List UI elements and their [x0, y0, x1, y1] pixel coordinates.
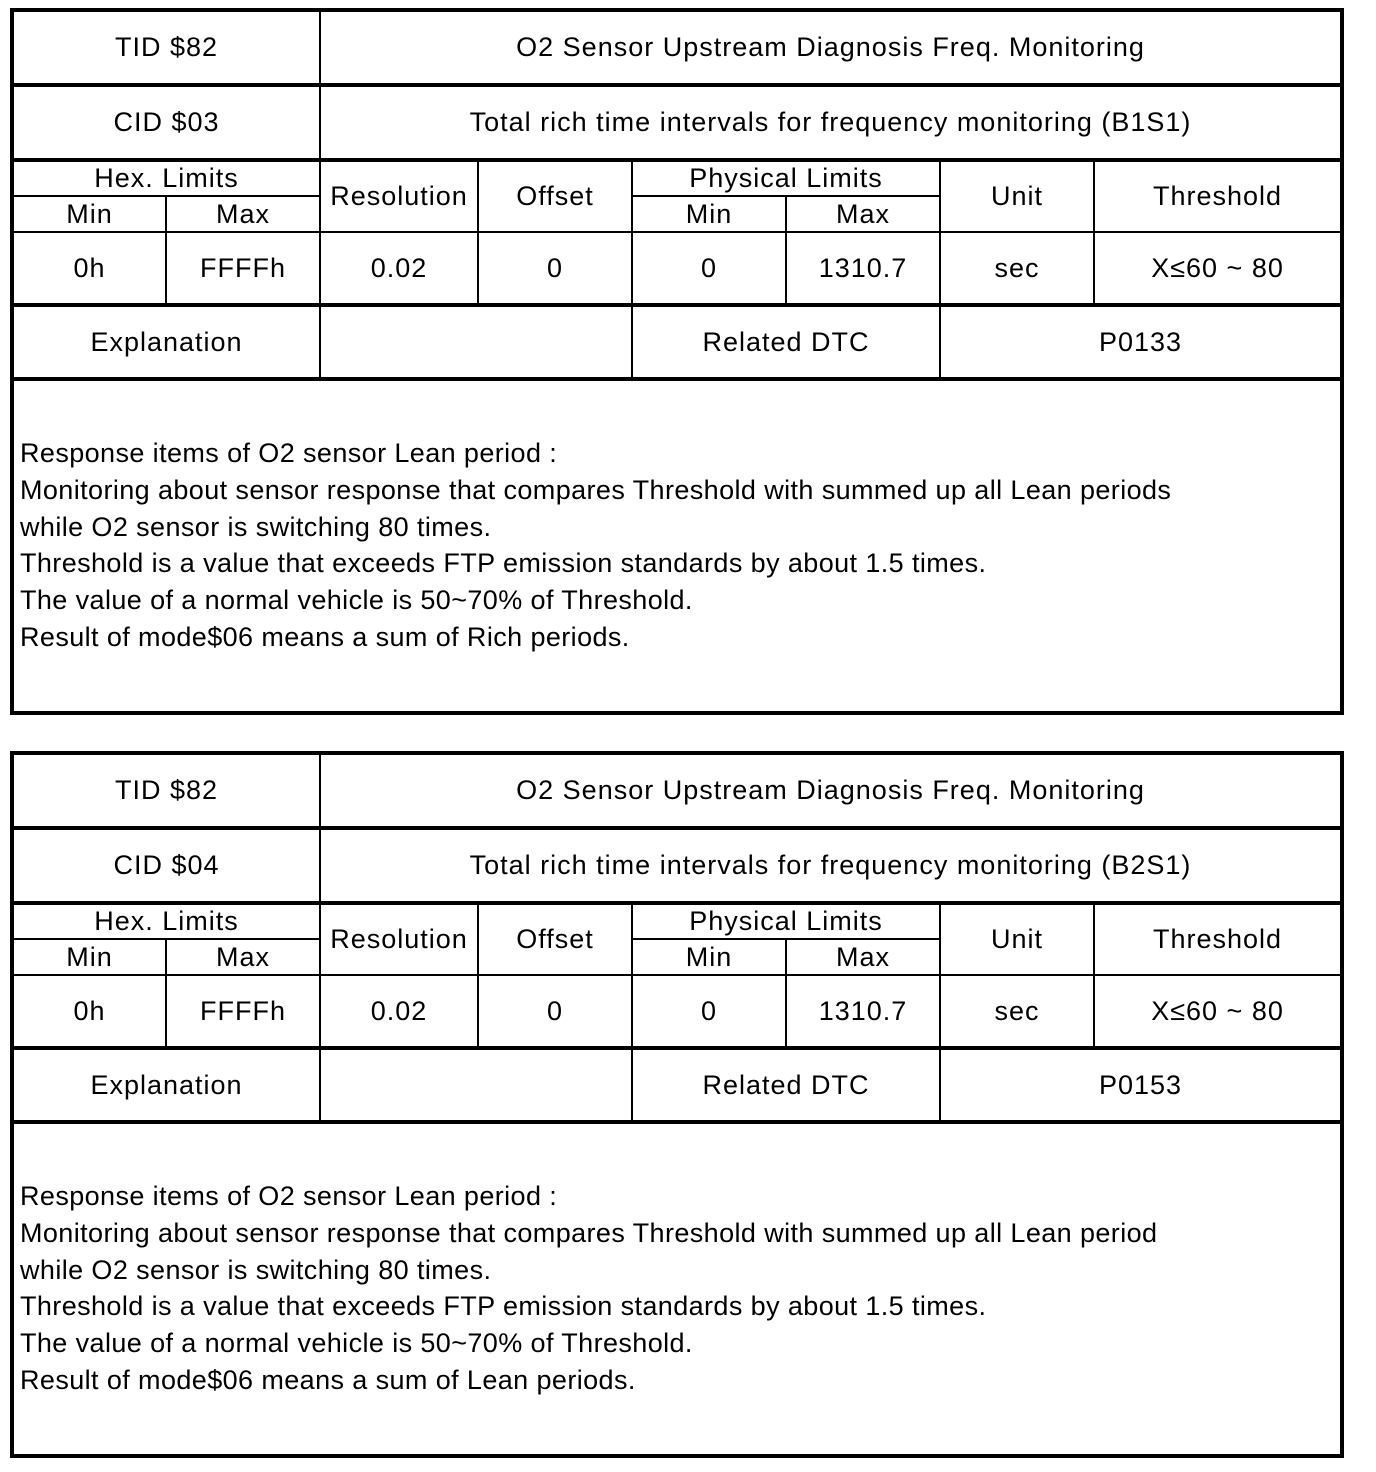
offset-value: 0 [478, 975, 632, 1048]
phys-max-header: Max [786, 939, 940, 975]
resolution-value: 0.02 [320, 975, 478, 1048]
description-block [14, 379, 1340, 703]
description-line: Threshold is a value that exceeds FTP emission standards by about 1.5 times. [20, 1291, 987, 1322]
phys-min-value: 0 [632, 975, 786, 1048]
description-line: The value of a normal vehicle is 50~70% of Threshold. [20, 585, 693, 616]
hex-min-value: 0h [14, 975, 166, 1048]
hex-max-value: FFFFh [166, 975, 320, 1048]
description-line: Response items of O2 sensor Lean period : [20, 1181, 558, 1211]
spec-table-cid-04 [10, 751, 1344, 1458]
tid-description: O2 Sensor Upstream Diagnosis Freq. Monitoring [320, 12, 1340, 85]
tid-row [14, 12, 1340, 85]
description-line: The value of a normal vehicle is 50~70% of Threshold. [20, 1328, 693, 1359]
offset-header: Offset [478, 903, 632, 975]
cid-label: CID $04 [14, 828, 320, 903]
hex-limits-header: Hex. Limits [14, 160, 320, 196]
offset-value: 0 [478, 232, 632, 305]
values-row [14, 232, 1340, 305]
threshold-value: X≤60 ~ 80 [1094, 232, 1340, 305]
description-line: Result of mode$06 means a sum of Lean periods. [20, 1364, 636, 1395]
physical-limits-header: Physical Limits [632, 903, 940, 939]
limits-header-row [14, 160, 1340, 196]
related-dtc-value: P0153 [940, 1048, 1340, 1121]
tid-label: TID $82 [14, 12, 320, 85]
cid-label: CID $03 [14, 85, 320, 160]
phys-max-header: Max [786, 196, 940, 232]
description-line: while O2 sensor is switching 80 times. [20, 1254, 492, 1285]
description-line: while O2 sensor is switching 80 times. [20, 511, 492, 542]
description-line: Monitoring about sensor response that compares Threshold with summed up all Lean periods [20, 474, 1172, 505]
resolution-value: 0.02 [320, 232, 478, 305]
unit-header: Unit [940, 160, 1094, 232]
tid-label: TID $82 [14, 755, 320, 828]
explanation-label: Explanation [14, 305, 320, 378]
tid-description: O2 Sensor Upstream Diagnosis Freq. Monitoring [320, 755, 1340, 828]
spec-grid [14, 12, 1340, 379]
hex-min-header: Min [14, 196, 166, 232]
limits-header-row [14, 903, 1340, 939]
resolution-header: Resolution [320, 160, 478, 232]
hex-limits-header: Hex. Limits [14, 903, 320, 939]
explanation-value [320, 1048, 632, 1121]
threshold-header: Threshold [1094, 903, 1340, 975]
unit-value: sec [940, 232, 1094, 305]
description-block [14, 1122, 1340, 1446]
cid-description: Total rich time intervals for frequency monitoring (B2S1) [320, 828, 1340, 903]
phys-max-value: 1310.7 [786, 975, 940, 1048]
related-dtc-label: Related DTC [632, 1048, 940, 1121]
explanation-row [14, 1048, 1340, 1121]
physical-limits-header: Physical Limits [632, 160, 940, 196]
hex-max-header: Max [166, 196, 320, 232]
related-dtc-value: P0133 [940, 305, 1340, 378]
spec-table-cid-03 [10, 8, 1344, 715]
cid-description: Total rich time intervals for frequency monitoring (B1S1) [320, 85, 1340, 160]
offset-header: Offset [478, 160, 632, 232]
spec-grid [14, 755, 1340, 1122]
explanation-value [320, 305, 632, 378]
resolution-header: Resolution [320, 903, 478, 975]
hex-max-value: FFFFh [166, 232, 320, 305]
hex-min-value: 0h [14, 232, 166, 305]
phys-min-header: Min [632, 196, 786, 232]
values-row [14, 975, 1340, 1048]
threshold-header: Threshold [1094, 160, 1340, 232]
unit-header: Unit [940, 903, 1094, 975]
description-line: Threshold is a value that exceeds FTP emission standards by about 1.5 times. [20, 548, 987, 579]
tid-row [14, 755, 1340, 828]
explanation-label: Explanation [14, 1048, 320, 1121]
hex-max-header: Max [166, 939, 320, 975]
unit-value: sec [940, 975, 1094, 1048]
explanation-row [14, 305, 1340, 378]
phys-min-value: 0 [632, 232, 786, 305]
related-dtc-label: Related DTC [632, 305, 940, 378]
threshold-value: X≤60 ~ 80 [1094, 975, 1340, 1048]
description-line: Result of mode$06 means a sum of Rich periods. [20, 621, 630, 652]
cid-row [14, 828, 1340, 903]
phys-max-value: 1310.7 [786, 232, 940, 305]
description-line: Monitoring about sensor response that compares Threshold with summed up all Lean period [20, 1217, 1158, 1248]
hex-min-header: Min [14, 939, 166, 975]
description-line: Response items of O2 sensor Lean period : [20, 438, 558, 468]
cid-row [14, 85, 1340, 160]
phys-min-header: Min [632, 939, 786, 975]
